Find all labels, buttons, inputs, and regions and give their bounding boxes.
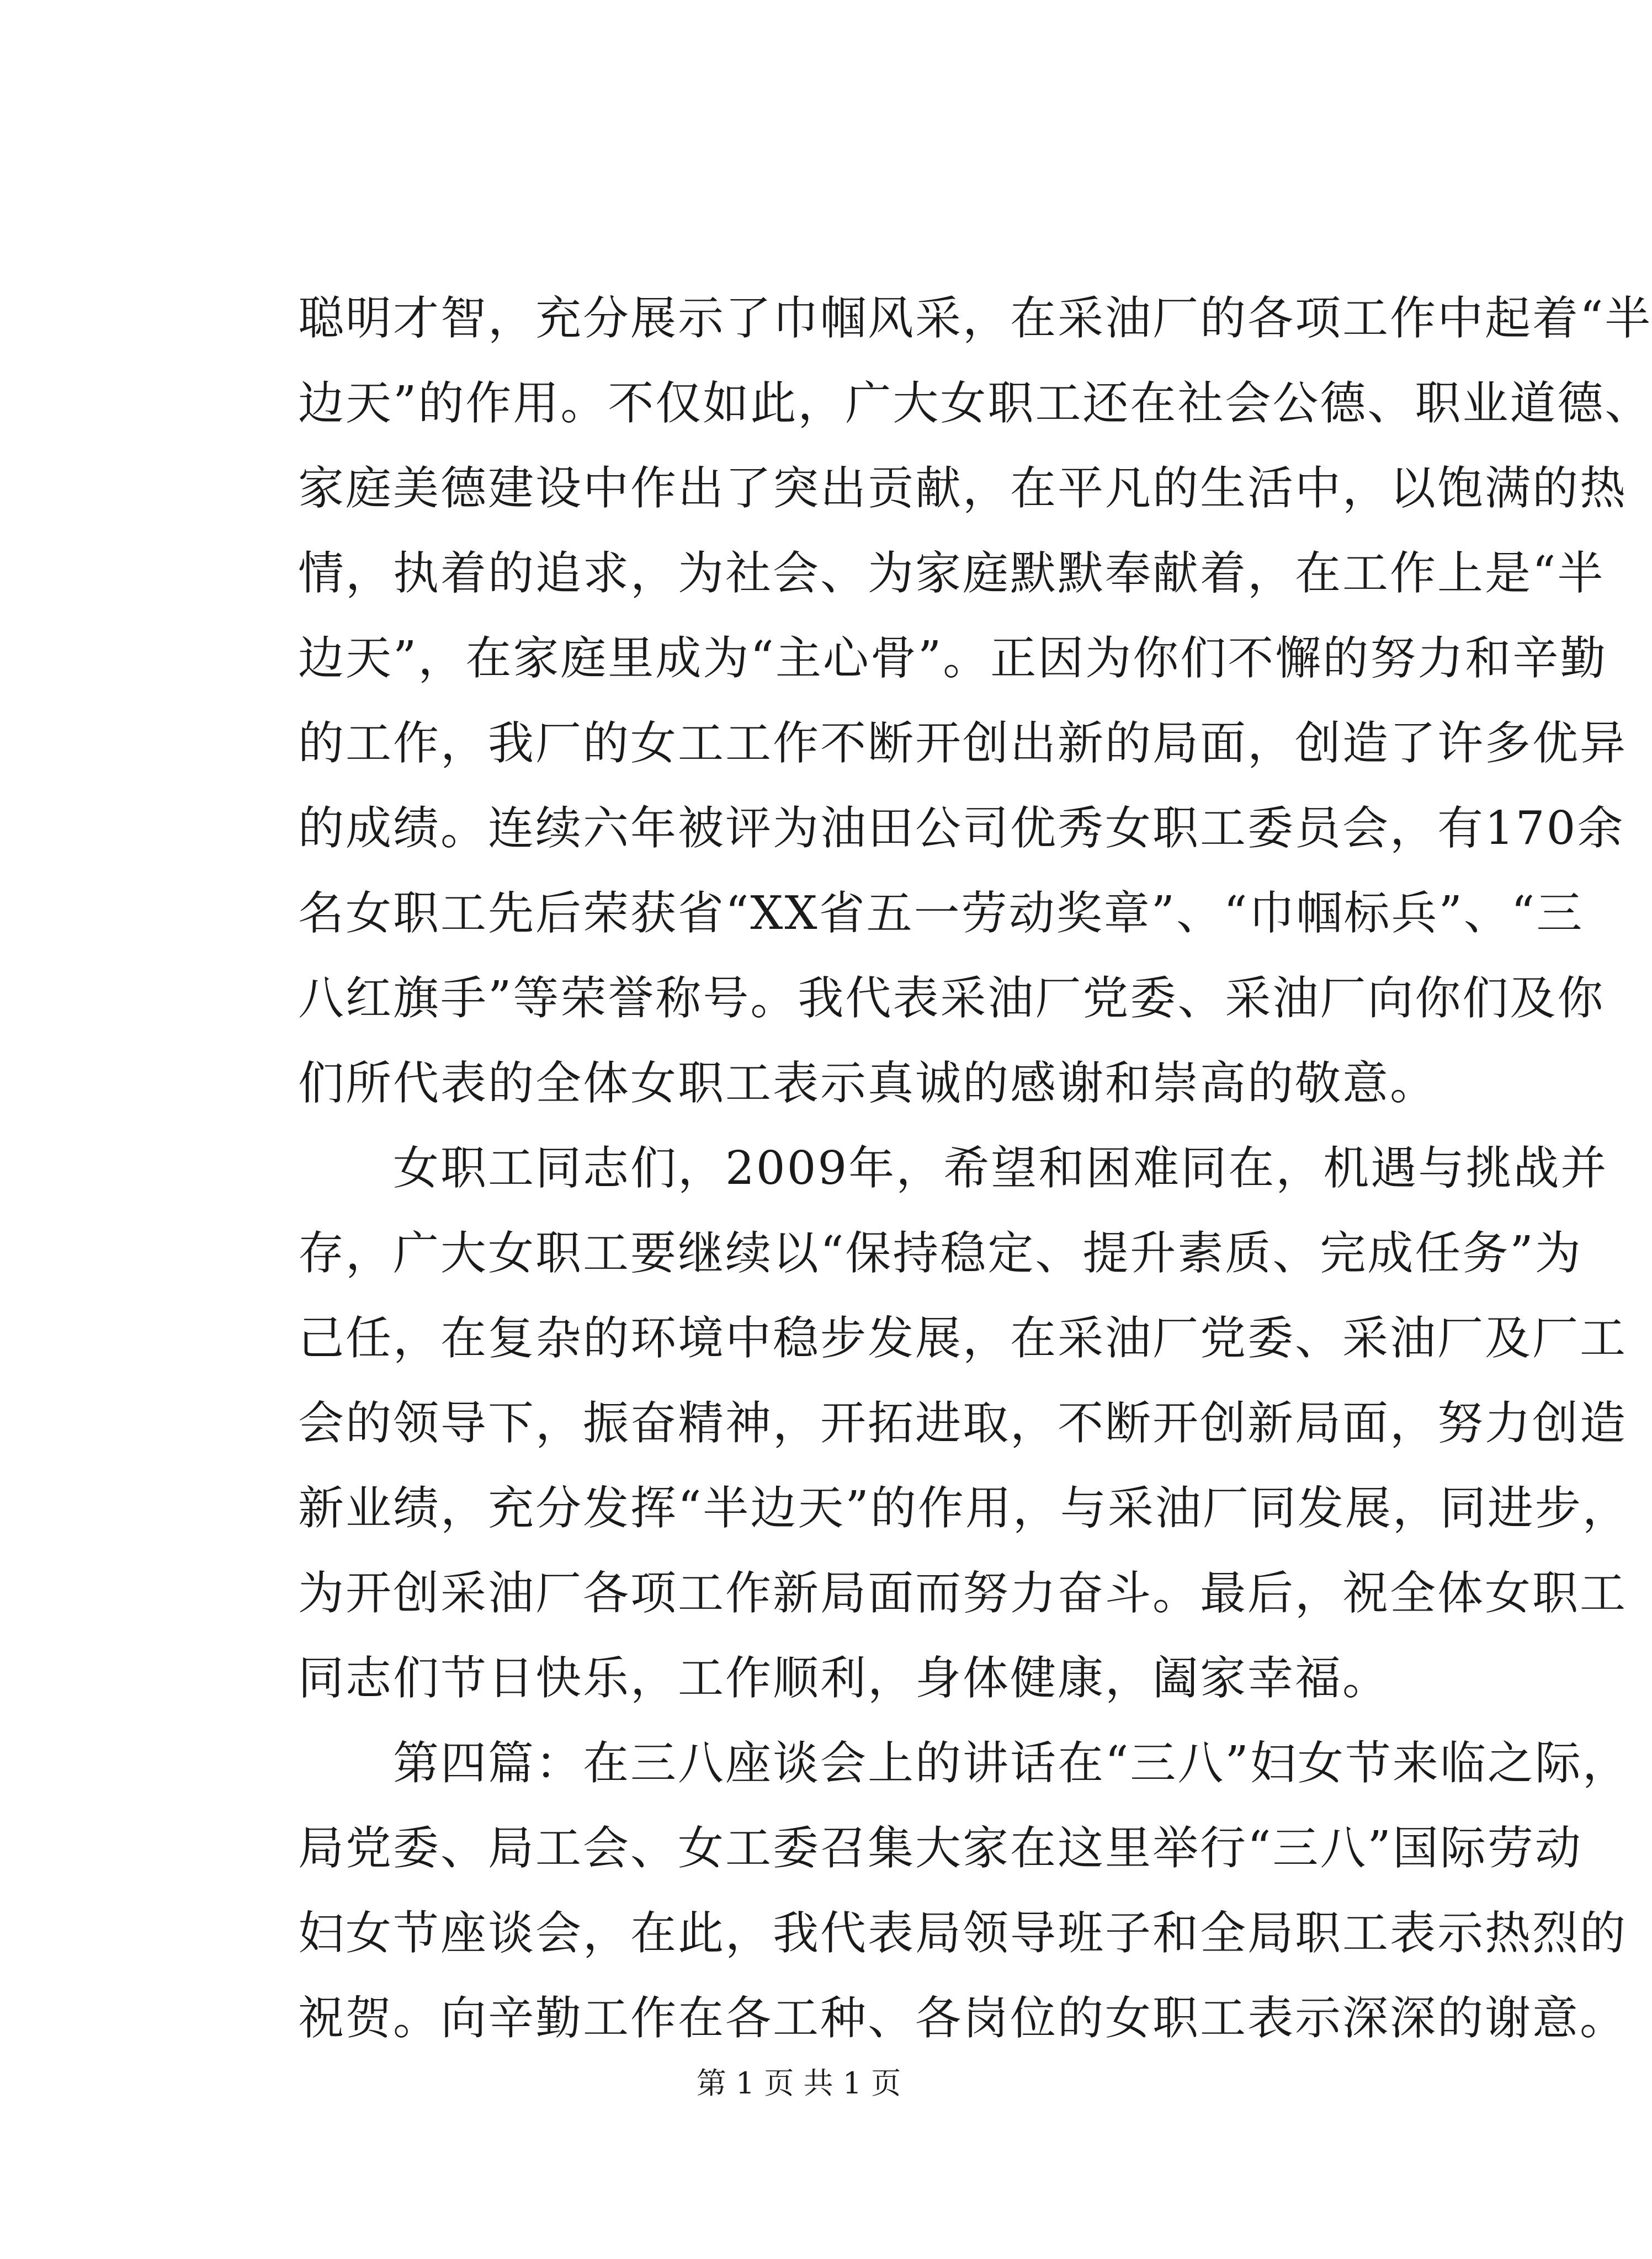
text-line: 们所代表的全体女职工表示真诚的感谢和崇高的敬意。	[298, 1056, 1437, 1110]
text-line: 己任，在复杂的环境中稳步发展，在采油厂党委、采油厂及厂工	[298, 1311, 1627, 1365]
text-line: 情，执着的追求，为社会、为家庭默默奉献着，在工作上是“半	[298, 546, 1605, 600]
text-line: 同志们节日快乐，工作顺利，身体健康，阖家幸福。	[298, 1651, 1390, 1705]
text-line: 名女职工先后荣获省“XX省五一劳动奖章”、“巾帼标兵”、“三	[298, 886, 1584, 940]
document-body	[298, 276, 1652, 2061]
page-number-footer: 第 1 页 共 1 页	[696, 2066, 901, 2101]
text-line: 的工作，我厂的女工工作不断开创出新的局面，创造了许多优异	[298, 716, 1627, 770]
text-line: 八红旗手”等荣誉称号。我代表采油厂党委、采油厂向你们及你	[298, 971, 1605, 1025]
text-line: 新业绩，充分发挥“半边天”的作用，与采油厂同发展，同进步，	[298, 1481, 1630, 1535]
text-line: 女职工同志们，2009年，希望和困难同在，机遇与挑战并	[298, 1141, 1608, 1195]
text-line: 局党委、局工会、女工委召集大家在这里举行“三八”国际劳动	[298, 1821, 1582, 1875]
text-line: 存，广大女职工要继续以“保持稳定、提升素质、完成任务”为	[298, 1226, 1582, 1280]
text-line: 边天”，在家庭里成为“主心骨”。正因为你们不懈的努力和辛勤	[298, 631, 1608, 685]
text-line: 第四篇：在三八座谈会上的讲话在“三八”妇女节来临之际，	[298, 1736, 1630, 1790]
text-line: 妇女节座谈会，在此，我代表局领导班子和全局职工表示热烈的	[298, 1906, 1627, 1960]
text-line: 的成绩。连续六年被评为油田公司优秀女职工委员会，有170余	[298, 801, 1625, 855]
text-line: 家庭美德建设中作出了突出贡献，在平凡的生活中，以饱满的热	[298, 461, 1627, 515]
text-line: 祝贺。向辛勤工作在各工种、各岗位的女职工表示深深的谢意。	[298, 1991, 1627, 2045]
text-line: 会的领导下，振奋精神，开拓进取，不断开创新局面，努力创造	[298, 1396, 1627, 1450]
text-line: 边天”的作用。不仅如此，广大女职工还在社会公德、职业道德、	[298, 376, 1652, 430]
text-line: 聪明才智，充分展示了巾帼风采，在采油厂的各项工作中起着“半	[298, 291, 1652, 345]
text-line: 为开创采油厂各项工作新局面而努力奋斗。最后，祝全体女职工	[298, 1566, 1627, 1620]
